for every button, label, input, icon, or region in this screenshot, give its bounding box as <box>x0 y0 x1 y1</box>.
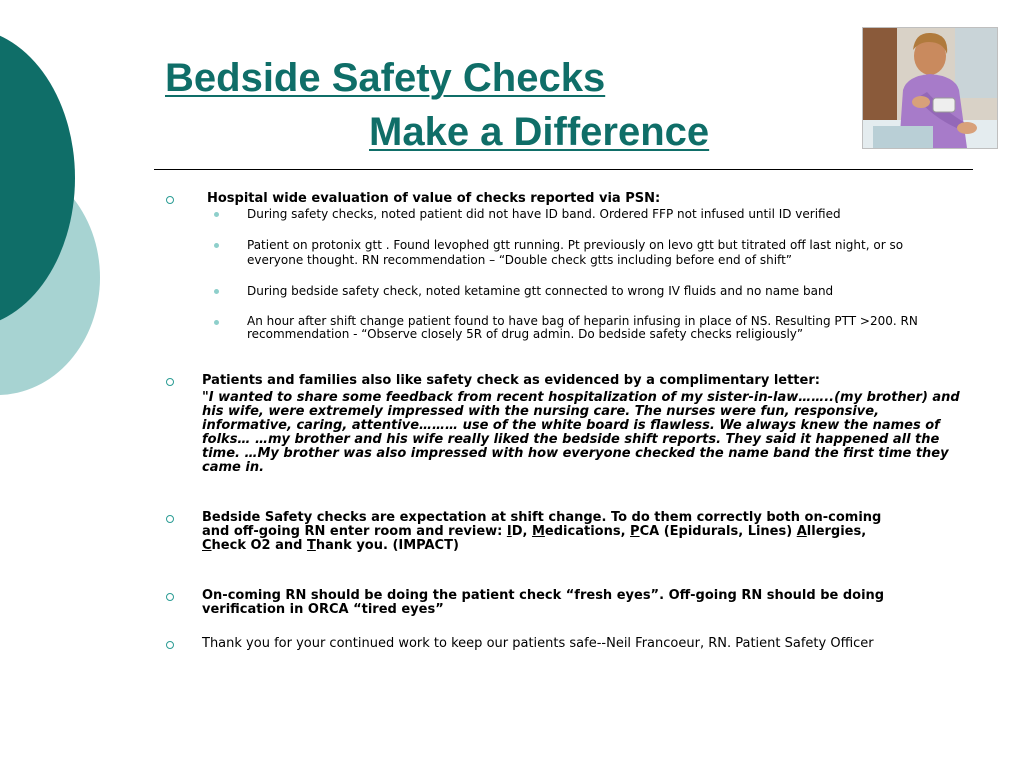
bullet-text-line: Check O2 and Thank you. (IMPACT) <box>202 538 459 553</box>
bullet-text: Thank you for your continued work to keep our patients safe--Neil Francoeur, RN. Patient Safety Officer <box>202 636 874 651</box>
sub-bullet-dot-icon <box>214 212 219 217</box>
sub-bullet-text: Patient on protonix gtt . Found levophed gtt running. Pt previously on levo gtt but titrated off last night, or so everyone thought. RN recommendation – “Double check gtts including before end of shift” <box>247 238 904 267</box>
bullet-text: On-coming RN should be doing the patient check “fresh eyes”. Off-going RN should be doing verification in ORCA “tired eyes” <box>202 588 885 617</box>
bullet-circle-icon <box>166 593 174 601</box>
testimonial-quote: "I wanted to share some feedback from recent hospitalization of my sister-in-law……..(my brother) and his wife, were extremely impressed with the nursing care. The nurses were fun, responsive, informative, caring, attentive……… use of the white board is flawless. We always knew the names of folks… …my brother and his wife really liked the bedside shift reports. They said it happened all the time. …My brother was also impressed with how everyone checked the name band the first time they came in. <box>202 390 960 475</box>
sub-bullet-dot-icon <box>214 289 219 294</box>
bullet-heading: Hospital wide evaluation of value of checks reported via PSN: <box>207 191 661 206</box>
bullet-text-line: and off-going RN enter room and review: ID, Medications, PCA (Epidurals, Lines) Allergies, <box>202 524 867 539</box>
bullet-circle-icon <box>166 378 174 386</box>
sub-bullet-text: An hour after shift change patient found to have bag of heparin infusing in place of NS. Resulting PTT >200. RN recommendation - “Observe closely 5R of drug admin. Do bedside safety checks religiously” <box>247 314 918 341</box>
bullet-heading: Patients and families also like safety check as evidenced by a complimentary letter: <box>202 373 820 388</box>
sub-bullet-text: During safety checks, noted patient did not have ID band. Ordered FFP not infused until ID verified <box>247 207 841 221</box>
sub-bullet-dot-icon <box>214 320 219 325</box>
bullet-circle-icon <box>166 641 174 649</box>
sub-bullet-text: During bedside safety check, noted ketamine gtt connected to wrong IV fluids and no name band <box>247 284 834 298</box>
bullet-text-line: Bedside Safety checks are expectation at shift change. To do them correctly both on-coming <box>202 510 882 525</box>
bullet-circle-icon <box>166 196 174 204</box>
sub-bullet-dot-icon <box>214 243 219 248</box>
slide-title-line2: Make a Difference <box>369 110 710 154</box>
bullet-circle-icon <box>166 515 174 523</box>
slide-title-line1: Bedside Safety Checks <box>165 56 606 100</box>
